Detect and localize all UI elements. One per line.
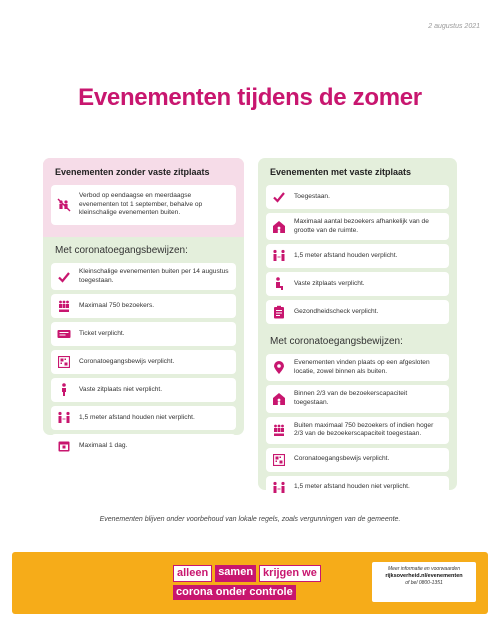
item-text: 1,5 meter afstand houden niet verplicht. [79,413,195,421]
item-text: Kleinschalige evenementen buiten per 14 augustus toegestaan. [79,268,229,284]
item-text: Gezondheidscheck verplicht. [294,307,379,315]
item-text: 1,5 meter afstand houden verplicht. [294,251,398,259]
item-text: Toegestaan. [294,192,330,200]
ticket-icon [57,327,71,341]
slogan-word: alleen [173,565,212,582]
item-text: Coronatoegangsbewijs verplicht. [79,357,175,365]
left-panel-subtitle: Met coronatoegangsbewijzen: [55,245,188,256]
list-item [51,322,236,346]
list-item [266,213,449,240]
list-item [51,350,236,374]
clipboard-icon [272,305,286,319]
list-item [266,385,449,412]
location-pin-icon [272,361,286,375]
item-text: Vaste zitplaats niet verplicht. [79,385,163,393]
item-text: 1,5 meter afstand houden niet verplicht. [294,483,410,491]
list-item [51,185,236,225]
item-text: Evenementen vinden plaats op een afgesloten locatie, zowel binnen als buiten. [294,359,430,375]
list-item [51,294,236,318]
date: 2 augustus 2021 [428,23,480,30]
list-item [51,434,236,458]
item-text: Buiten maximaal 750 bezoekers of indien hoger 2/3 van de bezoekerscapaciteit toegestaan. [294,421,434,438]
crowd-750-icon [57,299,71,313]
list-item [266,354,449,381]
page-title: Evenementen tijdens de zomer [78,84,422,111]
distance-icon [272,481,286,495]
item-text: Coronatoegangsbewijs verplicht. [294,455,390,463]
footnote: Evenementen blijven onder voorbehoud van lokale regels, zoals vergunningen van de gemeente. [99,516,401,523]
list-item [51,378,236,402]
list-item [266,476,449,500]
calendar-icon [57,439,71,453]
item-text: Binnen 2/3 van de bezoekerscapaciteit toegestaan. [294,390,408,406]
left-panel-header [43,158,244,237]
left-panel-title: Evenementen zonder vaste zitplaats [55,167,210,177]
distance-icon [57,411,71,425]
slogan-line: corona onder controle [173,585,296,600]
info-link[interactable]: rijksoverheid.nl/evenementen [385,573,463,579]
item-text: Maximaal 1 dag. [79,441,128,449]
list-item [266,272,449,296]
item-text: Verbod op eendaagse en meerdaagse evenementen tot 1 september, behalve op kleinschalige evenementen buiten. [79,192,203,217]
right-panel-subtitle: Met coronatoegangsbewijzen: [270,336,403,348]
slogan-word: krijgen we [259,565,321,582]
distance-icon [272,249,286,263]
list-item [266,417,449,444]
item-text: Maximaal 750 bezoekers. [79,301,155,309]
right-panel [258,158,457,490]
checkmark-icon [272,190,286,204]
slogan-word: samen [215,565,256,582]
list-item [51,263,236,290]
right-panel-title: Evenementen met vaste zitplaats [270,167,412,177]
checkmark-icon [57,270,71,284]
list-item [266,300,449,324]
list-item [266,448,449,472]
crowd-750-icon [272,423,286,437]
item-text: Ticket verplicht. [79,329,125,337]
info-box [372,562,476,602]
campaign-slogan [173,565,358,603]
left-panel [43,158,244,449]
house-people-icon [272,220,286,234]
person-seated-icon [272,277,286,291]
house-people-icon [272,392,286,406]
ban-crowd-icon [57,198,71,212]
qr-code-icon [272,453,286,467]
info-text: Meer informatie en voorwaarden [388,566,460,572]
item-text: Vaste zitplaats verplicht. [294,279,365,287]
item-text: Maximaal aantal bezoekers afhankelijk van de grootte van de ruimte. [294,218,429,234]
person-walking-icon [57,383,71,397]
list-item [266,244,449,268]
list-item [266,185,449,209]
info-phone: of bel 0800-1351 [405,580,443,586]
list-item [51,406,236,430]
qr-code-icon [57,355,71,369]
